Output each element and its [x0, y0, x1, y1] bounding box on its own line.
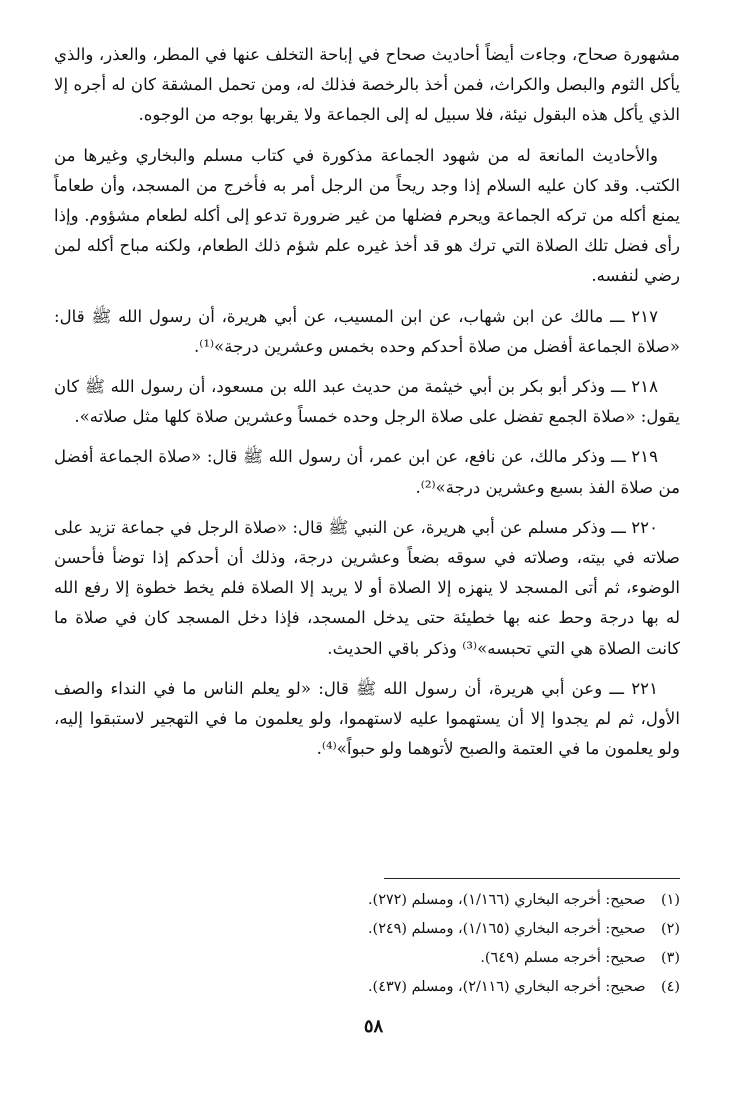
- hadith-217: ٢١٧ ـــ مالك عن ابن شهاب، عن ابن المسيب، عن أبي هريرة، أن رسول الله ﷺ قال: «صلاة الجماعة أفضل من صلاة أحدكم وحده بخمس وعشرين درجة»⁽¹⁾.: [54, 306, 680, 356]
- hadith-218: ٢١٨ ـــ وذكر أبو بكر بن أبي خيثمة من حديث عبد الله بن مسعود، أن رسول الله ﷺ كان يقول: «صلاة الجمع تفضل على صلاة الرجل وحده خمساً وعشرين صلاة كلها مثل صلاته».: [54, 377, 680, 427]
- page-number: ٥٨: [363, 1016, 384, 1037]
- footnotes: [260, 886, 680, 1002]
- footnote-1: [260, 886, 680, 915]
- main-text: [54, 40, 680, 774]
- footnote-text: صحيح: أخرجه البخاري (٢/١١٦)، ومسلم (٤٣٧).: [367, 979, 646, 995]
- hadith-220: ٢٢٠ ـــ وذكر مسلم عن أبي هريرة، عن النبي ﷺ قال: «صلاة الرجل في جماعة تزيد على صلاته في بيته، وصلاته في سوقه بضعاً وعشرين درجة، وذلك أن أحدكم إذا توضأ فأحسن الوضوء، ثم أتى المسجد لا ينهزه إلا الصلاة أو لا يريد إلا الصلاة فلم يخط خطوة إلا رفع الله له بها درجة وحط عنه بها خطيئة حتى يدخل المسجد، فإذا دخل المسجد كان في صلاة ما كانت الصلاة هي التي تحبسه»⁽³⁾ وذكر باقي الحديث.: [54, 517, 680, 658]
- paragraph-prohibiting-hadiths: والأحاديث المانعة له من شهود الجماعة مذكورة في كتاب مسلم والبخاري وغيرها من الكتب. وقد كان عليه السلام إذا وجد ريحاً من الرجل أمر به فأخرج من المسجد، وأن طعاماً يمنع أكله من تركه الجماعة ويحرم فضلها من غير ضرورة تدعو إلى أكله لطعام مشؤوم. وإذا رأى فضل تلك الصلاة التي ترك هو قد أخذ غيره علم شؤم ذلك الطعام، ولكنه مباح أكله لمن رضي لنفسه.: [54, 145, 680, 286]
- footnote-text: صحيح: أخرجه مسلم (٦٤٩).: [480, 950, 646, 966]
- footnote-number: (٤): [661, 979, 680, 995]
- footnote-divider: [384, 878, 680, 879]
- footnote-text: صحيح: أخرجه البخاري (١/١٦٥)، ومسلم (٢٤٩).: [367, 921, 646, 937]
- footnote-number: (٢): [661, 921, 680, 937]
- footnote-2: [260, 915, 680, 944]
- footnote-number: (٣): [661, 950, 680, 966]
- footnote-text: صحيح: أخرجه البخاري (١/١٦٦)، ومسلم (٢٧٢).: [367, 892, 646, 908]
- footnote-4: [260, 973, 680, 1002]
- footnote-3: [260, 944, 680, 973]
- hadith-219: ٢١٩ ـــ وذكر مالك، عن نافع، عن ابن عمر، أن رسول الله ﷺ قال: «صلاة الجماعة أفضل من صلاة الفذ بسبع وعشرين درجة»⁽²⁾.: [54, 447, 680, 497]
- paragraph-intro: مشهورة صحاح، وجاءت أيضاً أحاديث صحاح في إباحة التخلف عنها في المطر، والعذر، والذي يأكل الثوم والبصل والكراث، فمن أخذ بالرخصة فذلك له، ومن تحمل المشقة كان له أجره إلا الذي يأكل هذه البقول نيئة، فلا سبيل له إلى الجماعة ولا يقربها بوجه من الوجوه.: [54, 45, 680, 125]
- footnote-number: (١): [661, 892, 680, 908]
- hadith-221: ٢٢١ ـــ وعن أبي هريرة، أن رسول الله ﷺ قال: «لو يعلم الناس ما في النداء والصف الأول، ثم لم يجدوا إلا أن يستهموا عليه لاستهموا، ولو يعلمون ما في التهجير لاستبقوا إليه، ولو يعلمون ما في العتمة والصبح لأتوهما ولو حبواً»⁽⁴⁾.: [54, 678, 680, 759]
